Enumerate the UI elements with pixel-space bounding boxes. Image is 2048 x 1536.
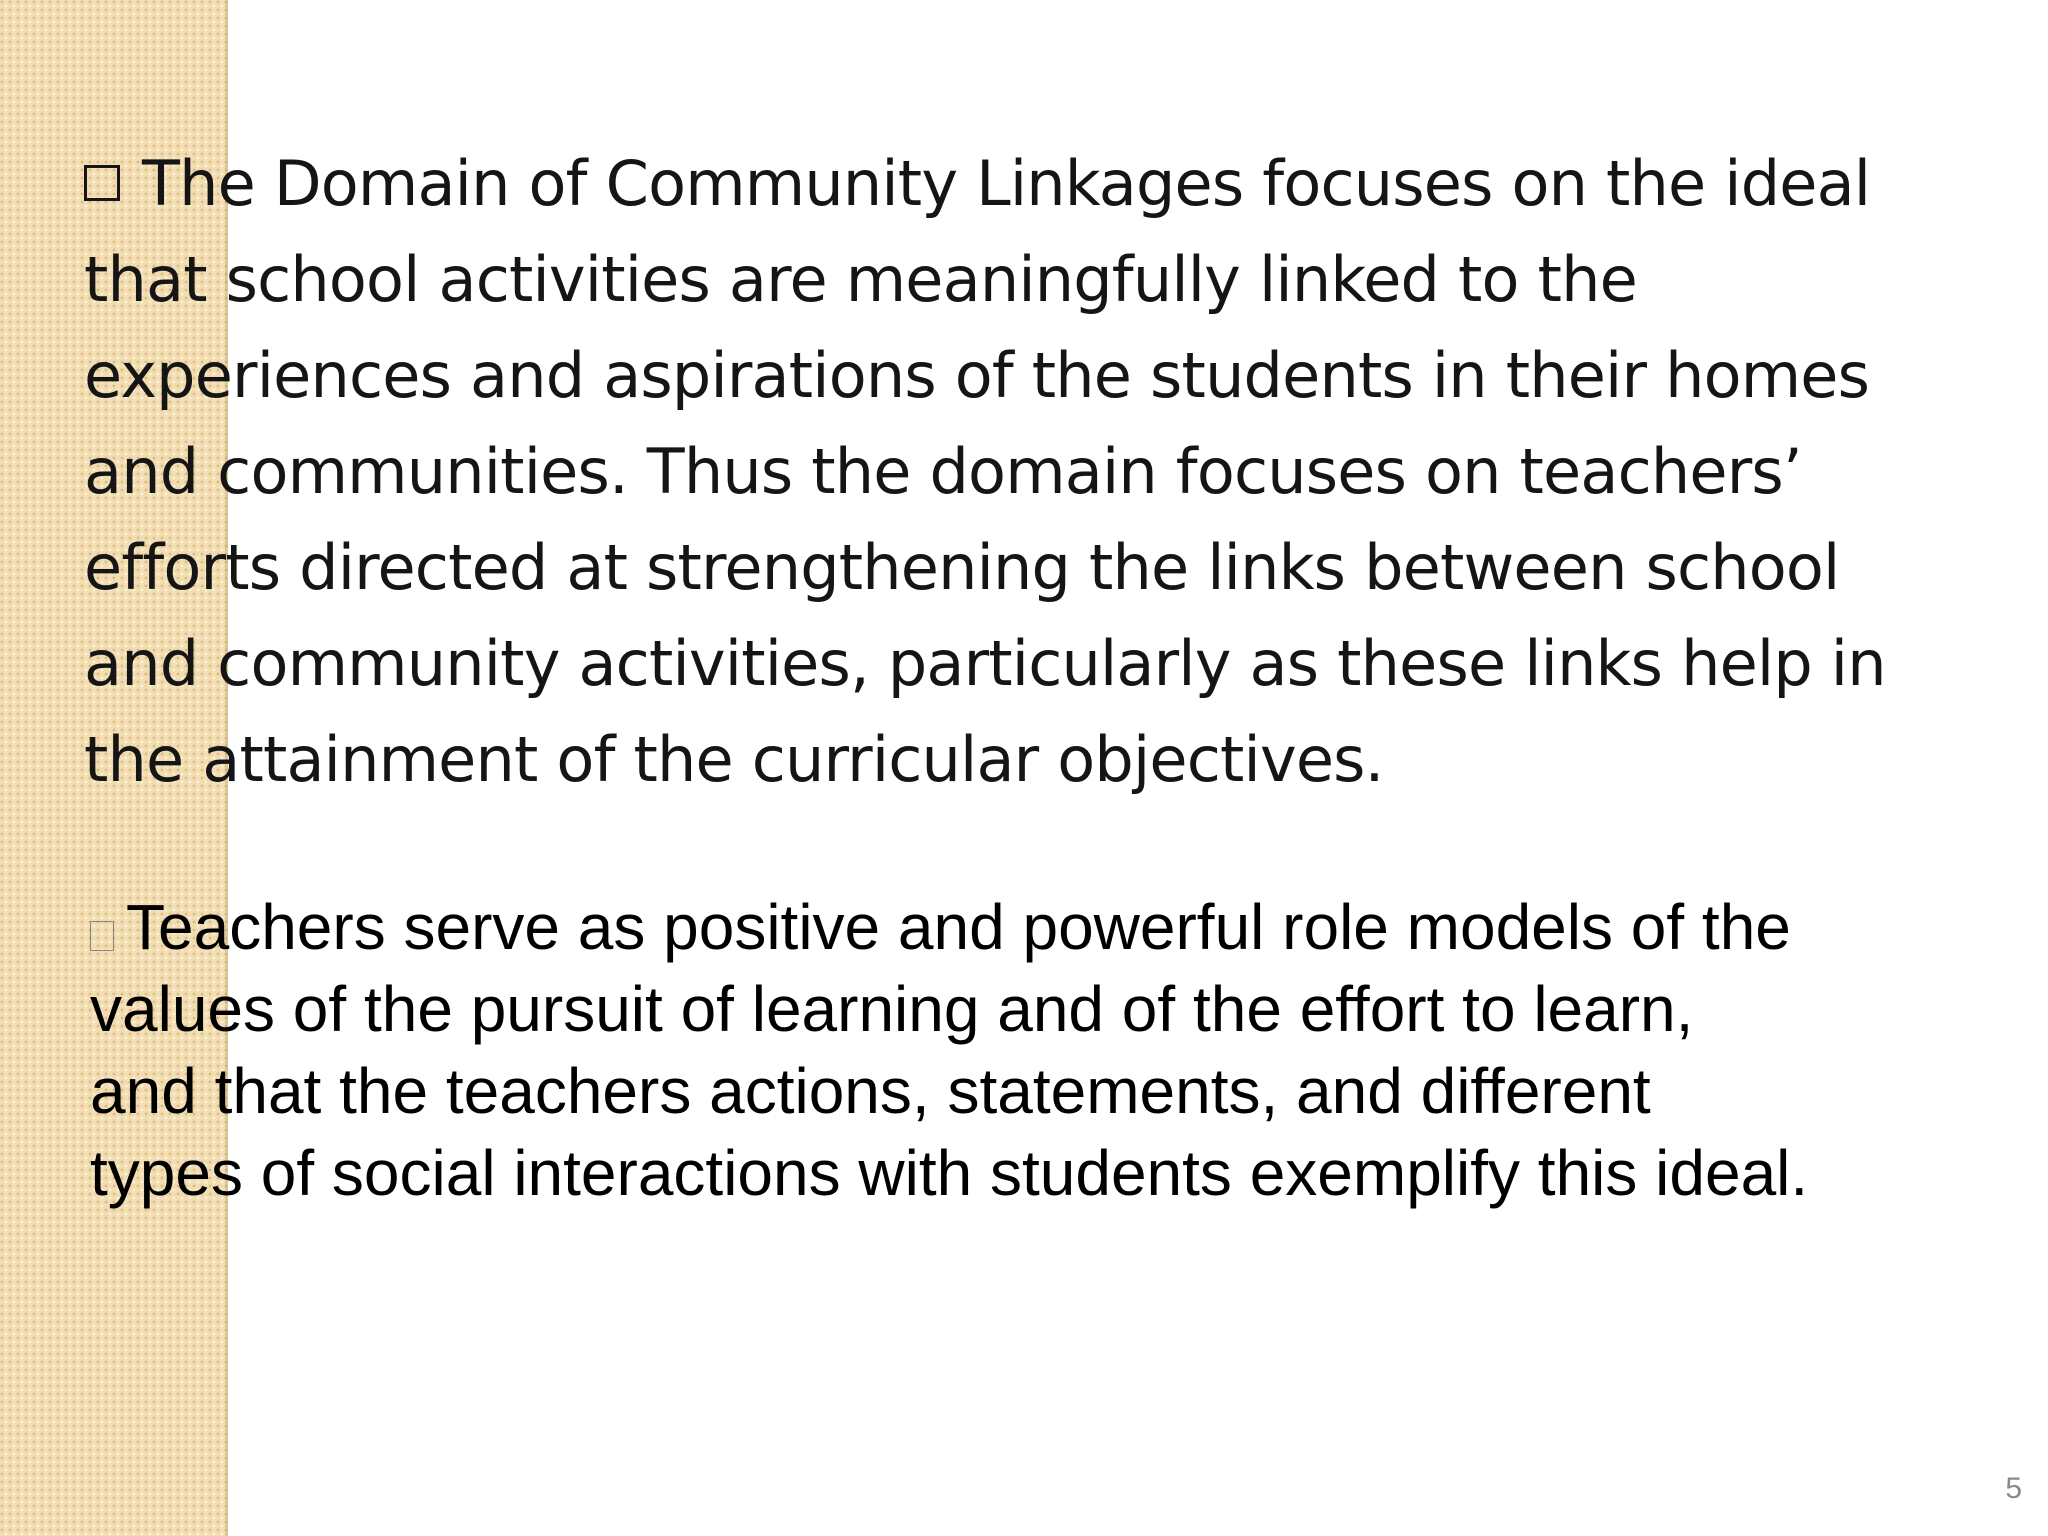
paragraph-line: that school activities are meaningfully linked to the (84, 243, 1637, 316)
paragraph-community-linkages (84, 136, 2014, 808)
paragraph-line: and communities. Thus the domain focuses on teachers’ (84, 435, 1802, 508)
paragraph-teachers-role-models (90, 886, 1990, 1214)
paragraph-line: experiences and aspirations of the students in their homes (84, 339, 1870, 412)
paragraph-line: and community activities, particularly as these links help in (84, 627, 1886, 700)
paragraph-line: values of the pursuit of learning and of the effort to learn, (90, 973, 1694, 1045)
page-number: 5 (2005, 1472, 2022, 1505)
paragraph-line: efforts directed at strengthening the links between school (84, 531, 1840, 604)
paragraph-line: Teachers serve as positive and powerful role models of the (90, 886, 1990, 968)
missing-glyph-bullet-icon (90, 921, 114, 951)
paragraph-line: the attainment of the curricular objectives. (84, 723, 1384, 796)
paragraph-line: types of social interactions with students exemplify this ideal. (90, 1137, 1809, 1209)
paragraph-line: The Domain of Community Linkages focuses on the ideal (84, 136, 2014, 232)
square-bullet-icon (84, 165, 120, 201)
paragraph-line: and that the teachers actions, statements, and different (90, 1055, 1651, 1127)
